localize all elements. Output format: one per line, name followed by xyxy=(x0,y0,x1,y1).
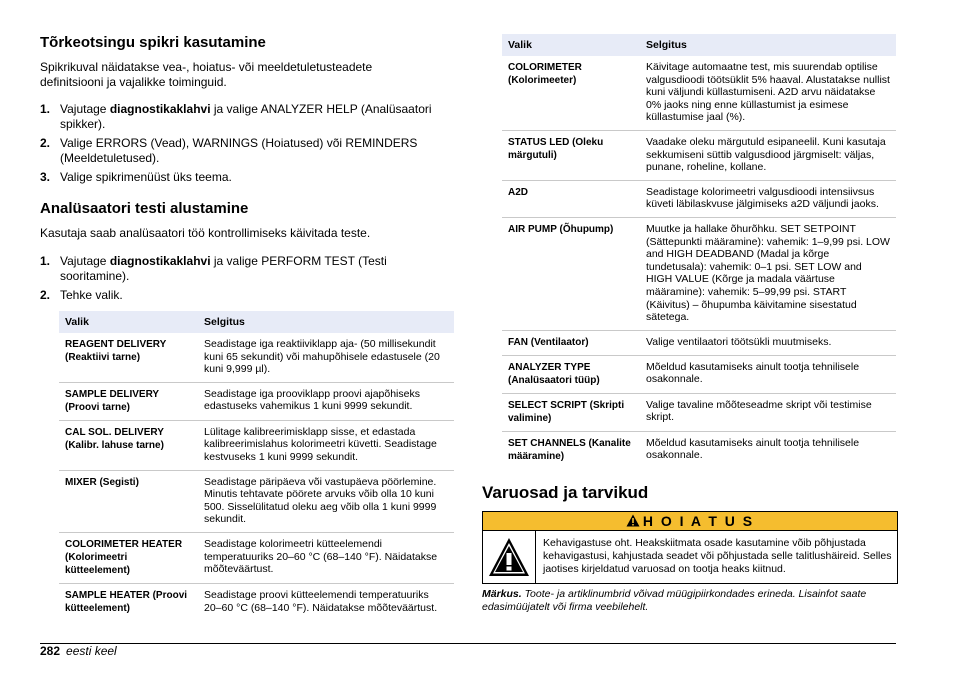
help-intro: Spikrikuval näidatakse vea-, hoiatus- või meeldetuletusteadete definitsiooni ja vajalikke toiminguid. xyxy=(40,60,373,89)
table-row: MIXER (Segisti) Seadistage päripäeva või vastupäeva pöörlemine. Minutis tehtavate pöörete arvuks võib olla 10 kuni 500. Sisselülitatud oleku aeg võib olla 1 kuni 9999 sekundit. xyxy=(59,470,454,532)
table-header-description: Selgitus xyxy=(198,311,454,333)
note-label: Märkus. xyxy=(482,588,522,600)
test-step-1: 1. Vajutage diagnostikaklahvi ja valige PERFORM TEST (Testi sooritamine). xyxy=(40,254,387,283)
warning-triangle-icon xyxy=(483,531,536,583)
page-number: 282 xyxy=(40,644,61,658)
table-row: COLORIMETER HEATER (Kolorimeetri kütteelement) Seadistage kolorimeetri kütteelemendi temperatuuriks 20–60 °C (68–140 °F). Näidatakse mõõteväärtust. xyxy=(59,532,454,583)
table-header-description: Selgitus xyxy=(640,34,896,56)
test-intro: Kasutaja saab analüsaatori töö kontrollimiseks käivitada teste. xyxy=(40,226,371,240)
warning-title: H O I A T U S xyxy=(642,513,755,529)
table-row: REAGENT DELIVERY (Reaktiivi tarne) Seadistage iga reaktiiviklapp aja- (50 millisekundit kuni 65 sekundit) või mahupõhisele edastusele (20 kuni 9,999 µl). xyxy=(59,333,454,382)
section-title-parts: Varuosad ja tarvikud xyxy=(482,483,649,502)
table-row: SET CHANNELS (Kanalite määramine) Mõeldud kasutamiseks ainult tootja tehnilisele osakonnale. xyxy=(508,436,860,462)
table-row: ANALYZER TYPE (Analüsaatori tüüp) Mõeldud kasutamiseks ainult tootja tehnilisele osakonnale. xyxy=(502,355,896,393)
table-row: STATUS LED (Oleku märgutuli) Vaadake oleku märgutuld esipaneelil. Kuni kasutaja sekkumiseni süttib valgusdiood järgmiselt: väljas, punane, roheline, kollane. xyxy=(502,130,896,180)
table-row: SAMPLE DELIVERY (Proovi tarne) Seadistage iga prooviklapp proovi ajapõhiseks edastuseks vahemikus 1 kuni 9999 sekundit. xyxy=(59,382,454,420)
footer-language: eesti keel xyxy=(66,644,117,658)
note xyxy=(482,588,902,614)
test-step-2: 2. Tehke valik. xyxy=(40,288,123,302)
warning-box xyxy=(482,511,898,584)
help-step-2: 2. Valige ERRORS (Vead), WARNINGS (Hoiatused) või REMINDERS (Meeldetuletused). xyxy=(40,136,418,165)
warning-triangle-small-icon xyxy=(626,514,640,527)
table-row: CAL SOL. DELIVERY (Kalibr. lahuse tarne) Lülitage kalibreerimisklapp sisse, et edastada kalibreerimislahus kolorimeetri küvetti. Seadistage kestvuseks 1 kuni 9999 sekundit. xyxy=(59,420,454,470)
table-row: SELECT SCRIPT (Skripti valimine) Valige tavaline mõõteseadme skript või testimise skript. xyxy=(502,393,896,431)
help-step-1: 1. Vajutage diagnostikaklahvi ja valige ANALYZER HELP (Analüsaatori spikker). xyxy=(40,102,432,131)
table-row: SAMPLE HEATER (Proovi kütteelement) Seadistage proovi kütteelemendi temperatuuriks 20–60 °C (68–140 °F). Näidatakse mõõteväärtust. xyxy=(65,588,438,614)
section-title-test: Analüsaatori testi alustamine xyxy=(40,200,249,217)
table-row: FAN (Ventilaator) Valige ventilaatori töötsükli muutmiseks. xyxy=(502,330,896,355)
warning-text: Kehavigastuse oht. Heakskiitmata osade kasutamine võib põhjustada kehavigastusi, kahjustada seadet või põhjustada selle talitlushäireid. Selles jaotises kirjeldatud varuosad on tootja heaks kiitnud. xyxy=(543,537,892,575)
table-header-option: Valik xyxy=(502,34,640,56)
table-header-option: Valik xyxy=(59,311,198,333)
section-title-help: Tõrkeotsingu spikri kasutamine xyxy=(40,34,266,51)
note-text: Toote- ja artiklinumbrid võivad müügipiirkondades erineda. Lisainfot saate edasimüüjatelt või firma veebilehelt. xyxy=(482,588,867,613)
table-row: AIR PUMP (Õhupump) Muutke ja hallake õhurõhku. SET SETPOINT (Sättepunkti määramine): vahemik: 1–9,99 psi. LOW and HIGH DEADBAND (Madal ja kõrge tundetusala): vahemik: 0–1 psi. SET LOW and HIGH VALUE (Kõrge ja madala väärtuse määramine): vahemik: 5–99,99 psi. START (Käivitus) – õhupumba käivitamine sisestatud sätetega. xyxy=(502,217,896,330)
test-options-table-continued xyxy=(502,34,896,469)
warning-header xyxy=(483,512,897,531)
table-row: A2D Seadistage kolorimeetri valgusdioodi intensiivsus küveti läbilaskvuse jälgimiseks a2D väljundi jaoks. xyxy=(502,180,896,217)
test-options-table xyxy=(59,311,454,621)
footer xyxy=(40,644,117,658)
help-step-3: 3. Valige spikrimenüüst üks teema. xyxy=(40,170,232,184)
footer-divider xyxy=(40,643,896,644)
table-row: COLORIMETER (Kolorimeeter) Käivitage automaatne test, mis suurendab optilise valgusdioodi töötsüklit 5% haaval. Alustatakse nullist kuni väljundi küllastumiseni. A2D arvu näidatakse 0% jaoks ning enne küllastumist ja esimese küllastumise jaal (%). xyxy=(502,56,896,130)
